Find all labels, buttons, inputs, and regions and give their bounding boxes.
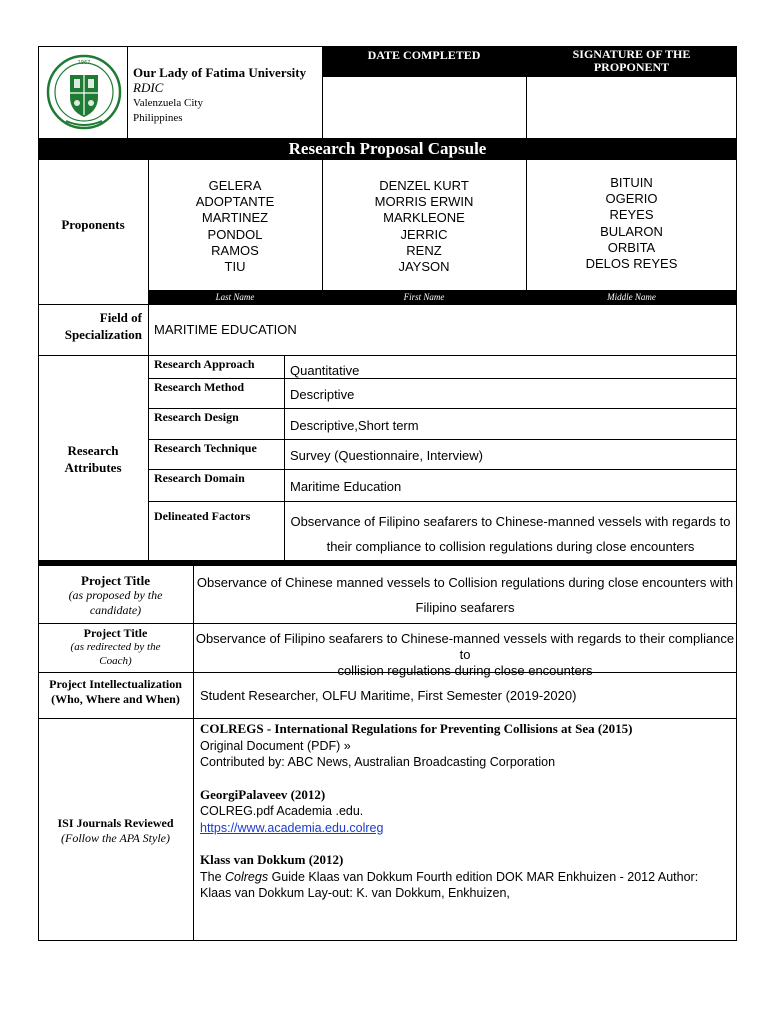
attr-domain-label: Research Domain <box>154 471 245 485</box>
attr-method-value: Descriptive <box>290 387 355 402</box>
journal-3-pre: The <box>200 869 226 884</box>
journal-1-line2: Contributed by: ABC News, Australian Broadcasting Corporation <box>200 755 556 769</box>
delineated-line1: Observance of Filipino seafarers to Chinese-manned vessels with regards to <box>290 514 731 529</box>
university-name: Our Lady of Fatima University <box>133 65 307 80</box>
last-names-list <box>148 178 322 275</box>
first-name: RENZ <box>406 242 442 258</box>
section-separator <box>38 560 737 566</box>
last-name: ADOPTANTE <box>195 194 275 210</box>
divider <box>148 501 737 502</box>
proposed-title-line1: Observance of Chinese manned vessels to Collision regulations during close encounters with <box>196 575 734 590</box>
field-label-line1: Field of <box>99 310 142 325</box>
attributes-label <box>38 442 148 476</box>
attr-delineated-label: Delineated Factors <box>154 509 251 523</box>
first-name: MARKLEONE <box>383 210 465 226</box>
last-name: MARTINEZ <box>201 210 269 226</box>
attr-technique-value: Survey (Questionnaire, Interview) <box>290 448 483 463</box>
journals-list <box>200 721 730 902</box>
proponents-label: Proponents <box>61 217 125 232</box>
first-name: MORRIS ERWIN <box>374 194 474 210</box>
attr-approach-value: Quantitative <box>290 363 360 378</box>
last-name: PONDOL <box>207 226 263 242</box>
intellectualization-line1: Project Intellectualization <box>49 677 182 691</box>
journal-3-post: Guide Klaas van Dokkum Fourth edition DOK MAR Enkhuizen - 2012 Author: <box>268 869 699 884</box>
country: Philippines <box>133 112 183 124</box>
divider <box>38 355 737 356</box>
col-last-name: Last Name <box>215 292 255 302</box>
middle-names-list <box>526 175 737 272</box>
middle-name: REYES <box>609 207 654 223</box>
first-name: DENZEL KURT <box>379 178 469 193</box>
proposed-title-label <box>38 573 193 618</box>
date-completed-header <box>322 46 526 77</box>
signature-label-line1: SIGNATURE OF THE <box>572 47 691 61</box>
attr-method-label: Research Method <box>154 380 245 394</box>
divider <box>38 623 737 624</box>
delineated-line2: their compliance to collision regulations during close encounters <box>326 539 695 554</box>
attr-technique-label: Research Technique <box>154 441 257 455</box>
signature-header <box>526 46 737 77</box>
attr-domain-value: Maritime Education <box>290 479 402 494</box>
journals-label <box>38 816 193 846</box>
field-label-line2: Specialization <box>64 327 142 342</box>
attr-delineated-value <box>284 509 737 559</box>
col-middle-name: Middle Name <box>607 292 656 302</box>
journals-heading: ISI Journals Reviewed <box>57 816 174 830</box>
divider <box>148 408 737 409</box>
redirected-title-line2: collision regulations during close encounters <box>337 663 593 678</box>
journal-2-link[interactable]: https://www.academia.edu.colreg <box>200 820 384 835</box>
divider <box>148 469 737 470</box>
signature-field[interactable] <box>527 78 736 137</box>
proposed-title-sub1: (as proposed by the <box>68 588 163 602</box>
middle-name: BITUIN <box>610 175 653 190</box>
proposed-title-sub2: candidate) <box>89 603 142 617</box>
attributes-label-line2: Attributes <box>64 460 122 475</box>
signature-label-line2: PROPONENT <box>593 60 670 74</box>
unit-name: RDIC <box>133 80 164 95</box>
col-first-name: First Name <box>403 292 445 302</box>
divider <box>148 378 737 379</box>
attr-approach-label: Research Approach <box>154 357 255 371</box>
proposed-title-heading: Project Title <box>81 573 150 588</box>
last-name: RAMOS <box>211 242 259 258</box>
field-value: MARITIME EDUCATION <box>154 322 297 337</box>
intellectualization-label <box>38 677 193 707</box>
journal-2-line1: COLREG.pdf Academia .edu. <box>200 804 364 818</box>
journal-3-line2: Klaas van Dokkum Lay-out: K. van Dokkum, Enkhuizen, <box>200 886 510 900</box>
journal-3-line1 <box>200 869 730 886</box>
intellectualization-value: Student Researcher, OLFU Maritime, First Semester (2019-2020) <box>200 688 577 703</box>
name-columns-bar <box>148 290 737 304</box>
redirected-title-label <box>38 626 193 668</box>
middle-name: OGERIO <box>605 191 658 207</box>
date-completed-field[interactable] <box>323 78 525 137</box>
divider <box>38 718 737 719</box>
redirected-title-sub1: (as redirected by the <box>70 641 161 653</box>
divider <box>38 304 737 305</box>
first-name: JAYSON <box>398 259 450 275</box>
redirected-title-line1: Observance of Filipino seafarers to Chinese-manned vessels with regards to their compliance to <box>195 631 735 662</box>
proposed-title-line2: Filipino seafarers <box>415 600 515 615</box>
journal-1-line1: Original Document (PDF) » <box>200 738 351 753</box>
attributes-label-line1: Research <box>67 443 119 458</box>
journal-1-heading: COLREGS - International Regulations for Preventing Collisions at Sea (2015) <box>200 721 633 736</box>
journals-sub: (Follow the APA Style) <box>61 831 170 845</box>
divider <box>127 46 128 138</box>
redirected-title-heading: Project Title <box>83 626 148 640</box>
attr-design-label: Research Design <box>154 410 239 424</box>
proposed-title-value <box>193 570 737 620</box>
form-title: Research Proposal Capsule <box>38 138 737 160</box>
middle-name: ORBITA <box>607 239 656 255</box>
journal-3-heading: Klass van Dokkum (2012) <box>200 852 344 867</box>
journal-2-heading: GeorgiPalaveev (2012) <box>200 786 326 802</box>
first-names-list <box>322 178 526 275</box>
middle-name: BULARON <box>600 223 663 239</box>
first-name: JERRIC <box>400 226 448 242</box>
redirected-title-sub2: Coach) <box>99 655 132 667</box>
journal-3-italic: Colregs <box>225 869 269 884</box>
divider <box>148 439 737 440</box>
intellectualization-line2: (Who, Where and When) <box>51 692 180 706</box>
divider <box>38 672 737 673</box>
seal-year: 1967 <box>77 60 91 66</box>
last-name: GELERA <box>208 178 262 193</box>
attr-design-value: Descriptive,Short term <box>290 418 419 433</box>
date-completed-label: DATE COMPLETED <box>367 48 481 62</box>
university-seal-logo <box>46 51 122 133</box>
city: Valenzuela City <box>133 97 203 109</box>
field-label <box>38 309 142 343</box>
last-name: TIU <box>224 259 246 275</box>
middle-name: DELOS REYES <box>585 256 678 272</box>
